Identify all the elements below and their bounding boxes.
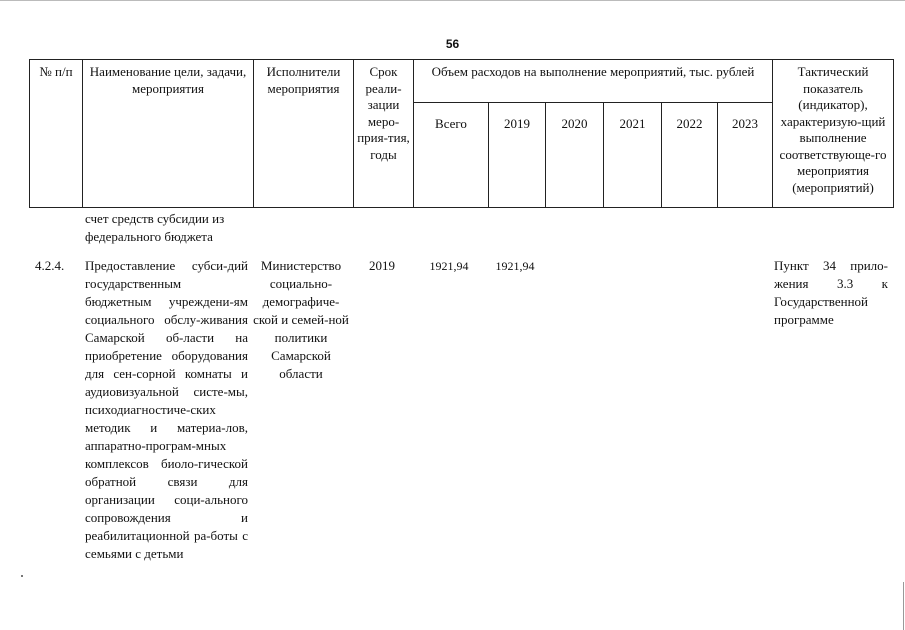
- header-year-2019: 2019: [489, 103, 546, 208]
- row-total: 1921,94: [429, 259, 469, 273]
- header-name: Наименование цели, задачи, мероприятия: [83, 60, 254, 208]
- scan-speck: [21, 575, 23, 577]
- row-activity-name: Предоставление субси-дий государственным бюджетным учреждени-ям социального обслу-живания Самарской об-ласти на приобретение оборудования для сен-сорной комнаты и аудиовизуальной систе-мы, психодиагностиче-ских методик и материа-лов, аппаратно-програм-мных комплексов биоло-гической обратной связи для организации соци-ального сопровождения и реабилитационной ра-боты с семьями с детьми: [85, 258, 248, 561]
- header-year-2023: 2023: [718, 103, 773, 208]
- header-indicator: Тактический показатель (индикатор), характеризую-щий выполнение соответствующе-го мероприятия (мероприятий): [773, 60, 894, 208]
- continued-line: федерального бюджета: [85, 229, 213, 244]
- scan-edge-right: [903, 582, 904, 630]
- header-expenses: Объем расходов на выполнение мероприятий, тыс. рублей: [414, 60, 773, 103]
- row-executor: Министерство социально-демографиче-ской и семей-ной политики Самарской области: [253, 258, 349, 381]
- header-year-2020: 2020: [546, 103, 604, 208]
- continued-text: [85, 210, 250, 246]
- header-executors: Исполнители мероприятия: [254, 60, 354, 208]
- row-indicator: Пункт 34 прило-жения 3.3 к Государственной программе: [774, 258, 888, 327]
- header-term: Срок реали-зации меро-прия-тия, годы: [354, 60, 414, 208]
- header-year-2021: 2021: [604, 103, 662, 208]
- header-year-2022: 2022: [662, 103, 718, 208]
- header-total: Всего: [414, 103, 489, 208]
- header-num: № п/п: [30, 60, 83, 208]
- scan-edge-top: [0, 0, 905, 1]
- continued-line: счет средств субсидии из: [85, 211, 225, 226]
- table-row: [29, 257, 893, 587]
- page-number: 56: [445, 37, 460, 51]
- row-year-2019: 1921,94: [495, 259, 535, 273]
- table-header: [29, 59, 894, 208]
- row-term: 2019: [369, 258, 395, 273]
- row-number: 4.2.4.: [35, 258, 65, 273]
